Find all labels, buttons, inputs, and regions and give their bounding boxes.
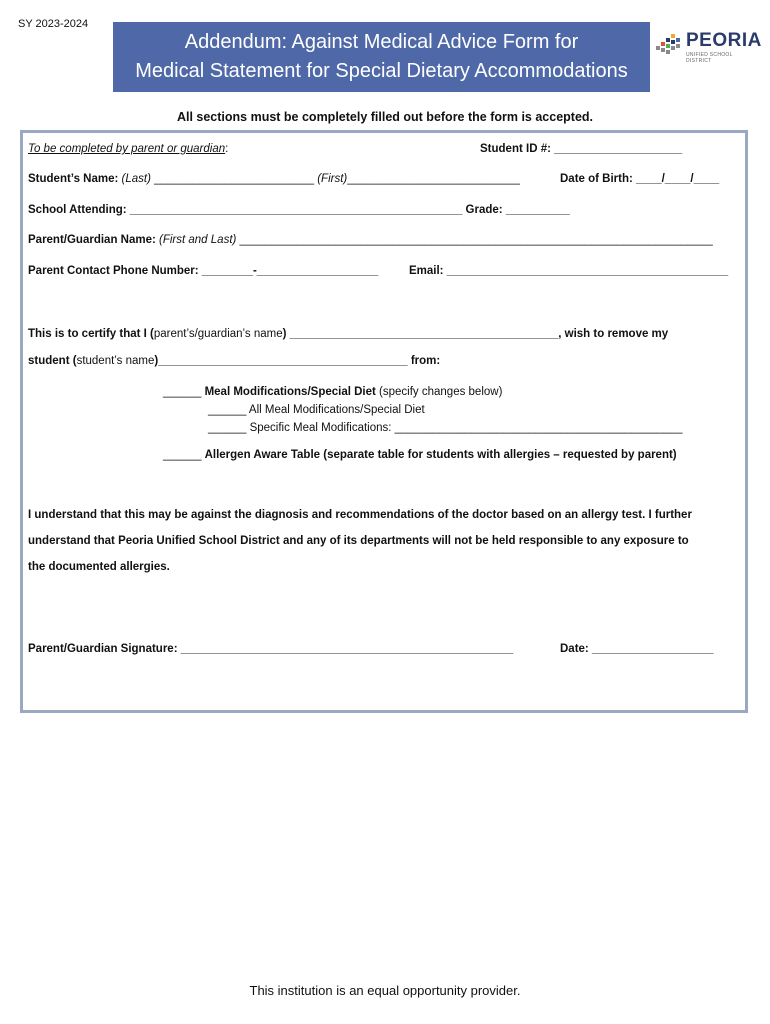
- student-name-label: Student’s Name:: [28, 173, 122, 185]
- meal-label: Meal Modifications/Special Diet: [204, 386, 376, 398]
- certify-text-a: This is to certify that I (: [28, 328, 154, 340]
- meal-note: (specify changes below): [375, 386, 503, 398]
- title-line-2: Medical Statement for Special Dietary Accommodations: [135, 60, 628, 82]
- email-field[interactable]: Email: ____________________________________________: [409, 265, 729, 277]
- student-statement: [28, 355, 440, 367]
- logo-text: PEORIA: [686, 30, 762, 51]
- meal-checkline[interactable]: ______: [163, 386, 205, 398]
- last-label: (Last): [121, 173, 151, 185]
- form-notice: All sections must be completely filled out before the form is accepted.: [176, 110, 594, 124]
- certify-text-b: parent’s/guardian’s name: [153, 328, 283, 340]
- meal-modifications-option[interactable]: [163, 386, 502, 398]
- allergen-table-option[interactable]: [163, 449, 677, 461]
- understand-line-1: I understand that this may be against the diagnosis and recommendations of the doctor based on an allergy test. I further: [28, 509, 692, 521]
- parent-name-label: Parent/Guardian Name:: [28, 234, 160, 246]
- parent-name-field[interactable]: [28, 234, 713, 246]
- school-year: SY 2023-2024: [18, 18, 89, 30]
- student-id-field[interactable]: Student ID #: ____________________: [480, 143, 683, 155]
- logo-subtext: UNIFIED SCHOOL DISTRICT: [686, 52, 733, 64]
- last-name-line[interactable]: _________________________: [150, 173, 318, 185]
- title-line-1: Addendum: Against Medical Advice Form for: [184, 31, 579, 53]
- to-be-completed-text: To be completed by parent or guardian: [28, 143, 226, 155]
- footer-statement: This institution is an equal opportunity provider.: [249, 983, 521, 998]
- student-name-field[interactable]: [28, 173, 520, 185]
- specific-meal-option[interactable]: ______ Specific Meal Modifications: _____________________________________________: [208, 422, 683, 434]
- school-attending-field[interactable]: School Attending: ____________________________________________________ Grade: __________: [28, 204, 570, 216]
- certify-text-c[interactable]: ) __________________________________________, wish to remove my: [282, 328, 669, 340]
- student-text-a: student (: [28, 355, 77, 367]
- student-text-b: student’s name: [76, 355, 155, 367]
- certify-statement: [28, 328, 668, 340]
- first-and-last-label: (First and Last): [159, 234, 237, 246]
- allergen-label: Allergen Aware Table (separate table for students with allergies – requested by parent): [204, 449, 677, 461]
- understand-line-3: the documented allergies.: [28, 561, 170, 573]
- all-meal-option[interactable]: ______ All Meal Modifications/Special Diet: [208, 404, 425, 416]
- allergen-checkline[interactable]: ______: [163, 449, 205, 461]
- peoria-logo: [656, 30, 762, 64]
- form-section: [20, 130, 748, 713]
- first-name-line[interactable]: ___________________________: [347, 173, 520, 185]
- student-text-c[interactable]: )_______________________________________ from:: [154, 355, 441, 367]
- logo-bars-icon: [656, 34, 682, 56]
- completion-instruction: [28, 143, 228, 155]
- date-of-birth-field[interactable]: Date of Birth: ____/____/____: [560, 173, 720, 185]
- signature-date-field[interactable]: Date: ___________________: [560, 643, 714, 655]
- form-title-banner: [113, 22, 650, 92]
- colon: :: [225, 143, 229, 155]
- parent-phone-field[interactable]: Parent Contact Phone Number: ________-___________________: [28, 265, 379, 277]
- understand-line-2: understand that Peoria Unified School District and any of its departments will not be held responsible to any exposure to: [28, 535, 689, 547]
- first-label: (First): [317, 173, 348, 185]
- parent-name-line[interactable]: __________________________________________________________________________: [236, 234, 713, 246]
- signature-field[interactable]: Parent/Guardian Signature: ____________________________________________________: [28, 643, 514, 655]
